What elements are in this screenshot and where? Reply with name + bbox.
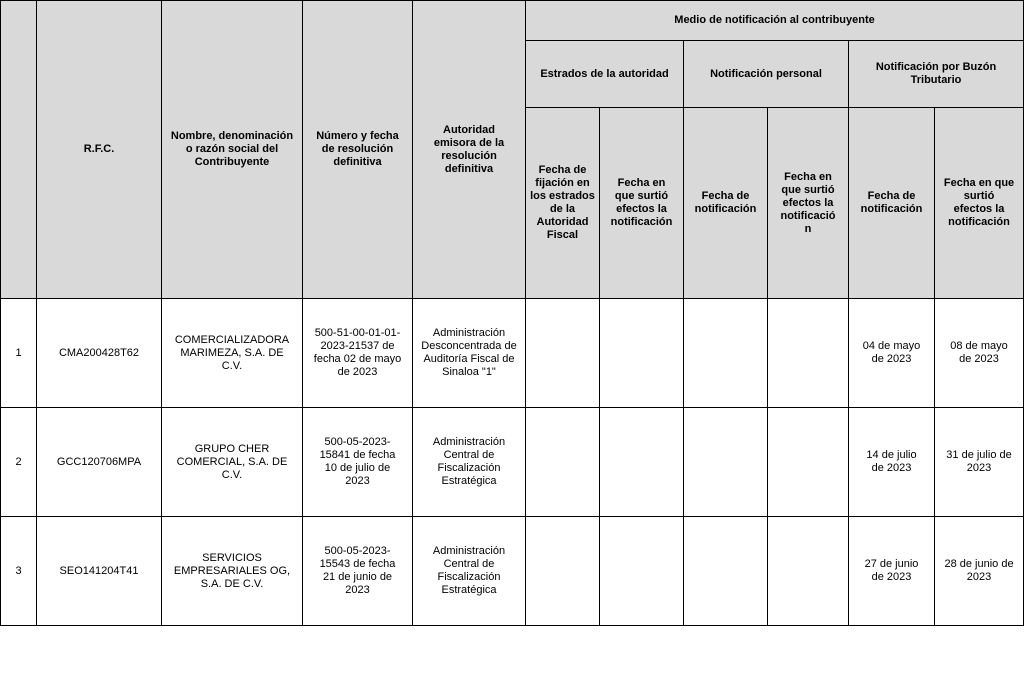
cell-nombre: COMERCIALIZADORA MARIMEZA, S.A. DE C.V. (162, 299, 303, 408)
header-autoridad: Autoridad emisora de la resolución definitiva (413, 1, 526, 299)
table-row (1, 517, 1024, 626)
cell-autoridad: Administración Central de Fiscalización Estratégica (413, 408, 526, 517)
header-estrados: Estrados de la autoridad (526, 41, 684, 108)
cell-rfc: GCC120706MPA (37, 408, 162, 517)
cell-personal-surtio (768, 517, 849, 626)
table-row (1, 408, 1024, 517)
header-personal: Notificación personal (684, 41, 849, 108)
cell-personal-surtio (768, 408, 849, 517)
cell-rfc: CMA200428T62 (37, 299, 162, 408)
cell-buzon-surtio: 31 de julio de 2023 (935, 408, 1024, 517)
header-personal-surtio: Fecha en que surtió efectos la notificació n (768, 108, 849, 299)
cell-estrados-surtio (600, 408, 684, 517)
header-personal-fecha: Fecha de notificación (684, 108, 768, 299)
header-estrados-surtio: Fecha en que surtió efectos la notificación (600, 108, 684, 299)
cell-personal-surtio (768, 299, 849, 408)
table-row (1, 299, 1024, 408)
cell-estrados-surtio (600, 517, 684, 626)
cell-estrados-fijacion (526, 299, 600, 408)
cell-estrados-surtio (600, 299, 684, 408)
cell-personal-fecha (684, 408, 768, 517)
cell-personal-fecha (684, 517, 768, 626)
header-num (1, 1, 37, 299)
header-rfc: R.F.C. (37, 1, 162, 299)
cell-numero-fecha: 500-51-00-01-01-2023-21537 de fecha 02 de mayo de 2023 (303, 299, 413, 408)
cell-num: 1 (1, 299, 37, 408)
header-nombre: Nombre, denominación o razón social del Contribuyente (162, 1, 303, 299)
cell-num: 2 (1, 408, 37, 517)
header-buzon-fecha: Fecha de notificación (849, 108, 935, 299)
cell-autoridad: Administración Central de Fiscalización Estratégica (413, 517, 526, 626)
header-buzon-surtio: Fecha en que surtió efectos la notificación (935, 108, 1024, 299)
cell-estrados-fijacion (526, 408, 600, 517)
cell-buzon-fecha: 04 de mayo de 2023 (849, 299, 935, 408)
header-estrados-fijacion: Fecha de fijación en los estrados de la Autoridad Fiscal (526, 108, 600, 299)
header-medio-notificacion: Medio de notificación al contribuyente (526, 1, 1024, 41)
cell-buzon-fecha: 27 de junio de 2023 (849, 517, 935, 626)
header-numero-fecha: Número y fecha de resolución definitiva (303, 1, 413, 299)
cell-nombre: SERVICIOS EMPRESARIALES OG, S.A. DE C.V. (162, 517, 303, 626)
cell-personal-fecha (684, 299, 768, 408)
cell-estrados-fijacion (526, 517, 600, 626)
cell-num: 3 (1, 517, 37, 626)
cell-buzon-fecha: 14 de julio de 2023 (849, 408, 935, 517)
cell-numero-fecha: 500-05-2023-15543 de fecha 21 de junio de 2023 (303, 517, 413, 626)
cell-nombre: GRUPO CHER COMERCIAL, S.A. DE C.V. (162, 408, 303, 517)
header-buzon: Notificación por Buzón Tributario (849, 41, 1024, 108)
cell-numero-fecha: 500-05-2023-15841 de fecha 10 de julio de 2023 (303, 408, 413, 517)
cell-buzon-surtio: 28 de junio de 2023 (935, 517, 1024, 626)
cell-autoridad: Administración Desconcentrada de Auditoría Fiscal de Sinaloa "1" (413, 299, 526, 408)
cell-rfc: SEO141204T41 (37, 517, 162, 626)
cell-buzon-surtio: 08 de mayo de 2023 (935, 299, 1024, 408)
